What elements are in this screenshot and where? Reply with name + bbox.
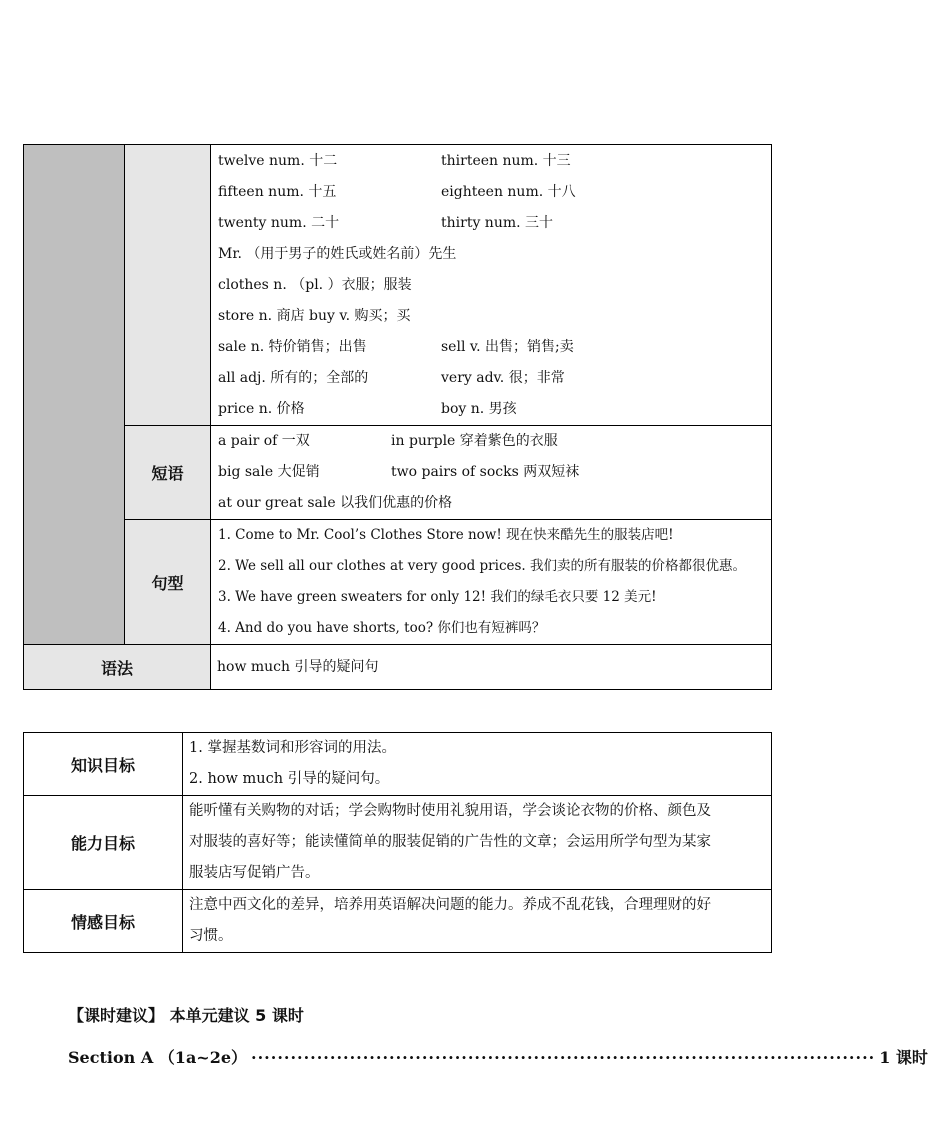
entry-right: thirty num. 三十 (441, 215, 554, 231)
sentences-label: 句型 (125, 520, 211, 645)
entry-row (218, 363, 771, 394)
entry-row (218, 208, 771, 239)
entry-left: at our great sale 以我们优惠的价格 (218, 495, 453, 511)
ability-goal-label: 能力目标 (24, 796, 183, 890)
leader-dots: ······························································································· (251, 1048, 876, 1067)
entry-left: a pair of 一双 (218, 433, 310, 449)
entry-left: big sale 大促销 (218, 464, 320, 480)
emotion-goal-text (183, 890, 772, 953)
entry-row (218, 239, 771, 270)
sentences-cell (211, 520, 772, 645)
sentence-line: 1. Come to Mr. Cool’s Clothes Store now! 现在快来酷先生的服装店吧! (218, 527, 674, 543)
entry-row (218, 177, 771, 208)
entry-row (218, 146, 771, 177)
entry-row (218, 457, 771, 488)
entry-right: thirteen num. 十三 (441, 153, 571, 169)
grammar-label: 语法 (24, 645, 211, 690)
goal-line: 习惯。 (189, 928, 233, 944)
phrases-label: 短语 (125, 426, 211, 520)
entry-left: all adj. 所有的；全部的 (218, 370, 369, 386)
goal-line: 注意中西文化的差异，培养用英语解决问题的能力。养成不乱花钱，合理理财的好 (189, 897, 711, 913)
goal-line: 1. 掌握基数词和形容词的用法。 (189, 740, 396, 756)
grammar-cell (211, 645, 772, 690)
entry-row (218, 332, 771, 363)
sentence-line: 4. And do you have shorts, too? 你们也有短裤吗？ (218, 620, 546, 636)
emotion-goal-label: 情感目标 (24, 890, 183, 953)
knowledge-goal-text (183, 733, 772, 796)
goal-line: 服装店写促销广告。 (189, 865, 320, 881)
section-hours: 1 课时 (879, 1048, 928, 1067)
vocab-label-cell (125, 145, 211, 426)
sentence-line: 3. We have green sweaters for only 12! 我们的绿毛衣只要 12 美元! (218, 589, 657, 605)
entry-row (218, 394, 771, 425)
goals-table (23, 732, 772, 953)
entry-left: price n. 价格 (218, 401, 305, 417)
lesson-suggestion: 【课时建议】 本单元建议 5 课时 (68, 1006, 304, 1025)
vocab-cell (211, 145, 772, 426)
entry-left: store n. 商店 buy v. 购买；买 (218, 308, 411, 324)
entry-left: Mr. （用于男子的姓氏或姓名前）先生 (218, 246, 457, 262)
goal-line: 能听懂有关购物的对话；学会购物时使用礼貌用语，学会谈论衣物的价格、颜色及 (189, 803, 711, 819)
entry-row (218, 301, 771, 332)
entry-row (218, 426, 771, 457)
schedule-row (68, 1045, 928, 1068)
grammar-text: how much 引导的疑问句 (217, 658, 379, 675)
entry-right: two pairs of socks 两双短袜 (391, 464, 580, 480)
vocab-table (23, 144, 772, 690)
entry-left: fifteen num. 十五 (218, 184, 337, 200)
knowledge-goal-label: 知识目标 (24, 733, 183, 796)
entry-left: sale n. 特价销售；出售 (218, 339, 367, 355)
entry-left: twelve num. 十二 (218, 153, 338, 169)
goal-line: 2. how much 引导的疑问句。 (189, 771, 390, 787)
entry-row (218, 488, 771, 519)
phrases-cell (211, 426, 772, 520)
sentence-line: 2. We sell all our clothes at very good prices. 我们卖的所有服装的价格都很优惠。 (218, 558, 747, 574)
section-name: Section A （1a~2e） (68, 1048, 248, 1067)
entry-left: twenty num. 二十 (218, 215, 340, 231)
category-cell (24, 145, 125, 645)
entry-right: boy n. 男孩 (441, 401, 517, 417)
entry-right: in purple 穿着紫色的衣服 (391, 433, 558, 449)
goal-line: 对服装的喜好等；能读懂简单的服装促销的广告性的文章；会运用所学句型为某家 (189, 834, 711, 850)
ability-goal-text (183, 796, 772, 890)
entry-left: clothes n. （pl. ）衣服；服装 (218, 277, 412, 293)
entry-right: sell v. 出售；销售;卖 (441, 339, 574, 355)
entry-row (218, 270, 771, 301)
entry-right: eighteen num. 十八 (441, 184, 576, 200)
entry-right: very adv. 很；非常 (441, 370, 565, 386)
